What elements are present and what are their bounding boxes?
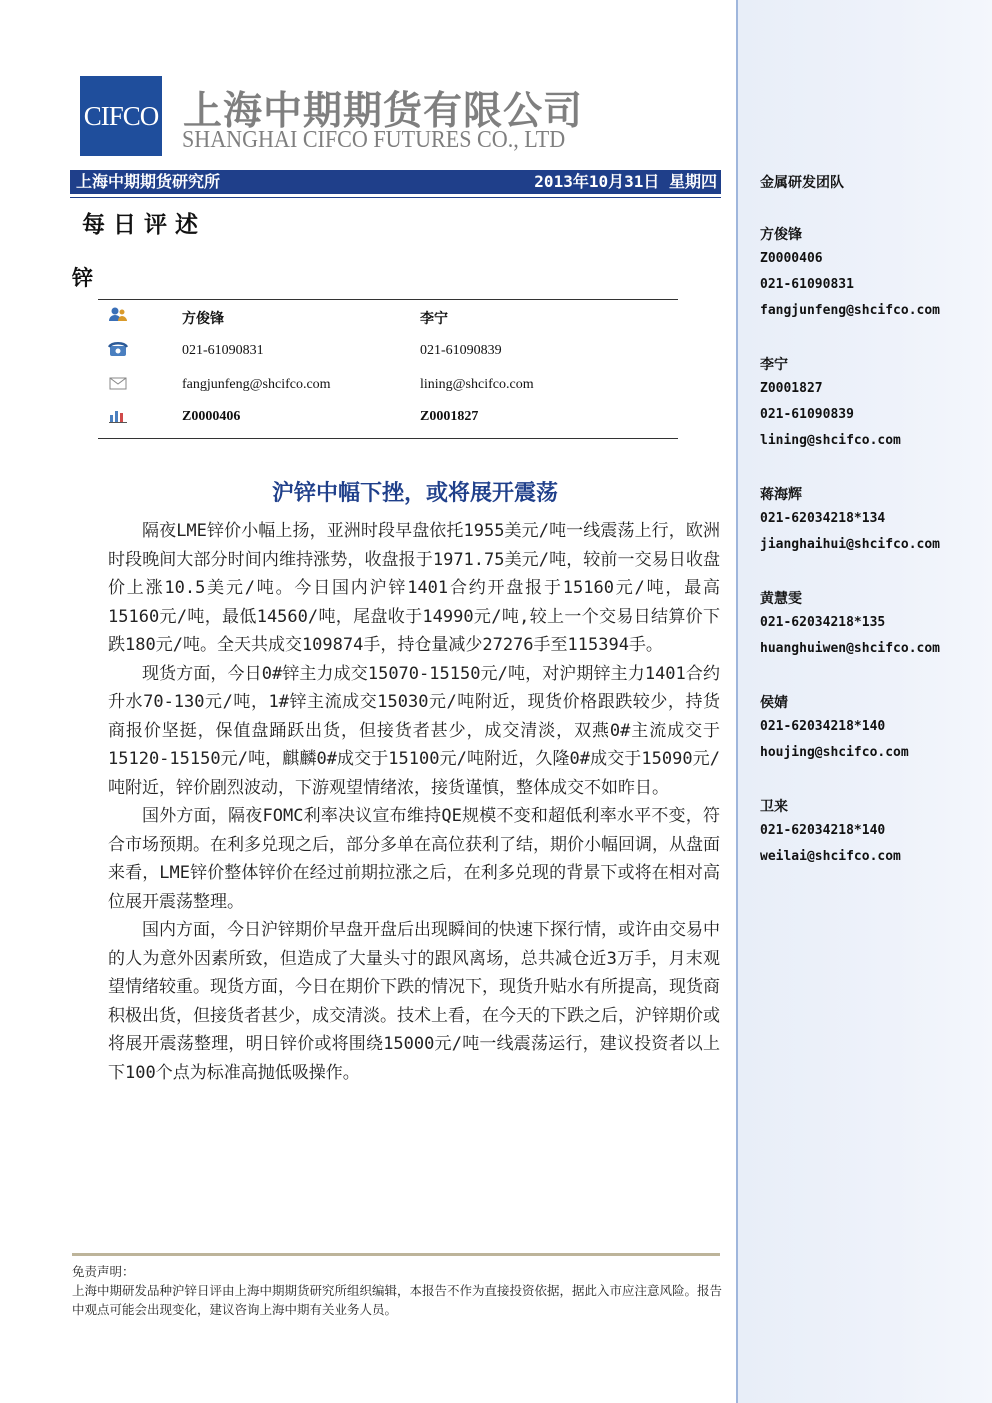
- article-body: [108, 517, 720, 1087]
- member-email[interactable]: jianghaihui@shcifco.com: [760, 537, 941, 552]
- member-detail: Z0000406: [760, 251, 823, 266]
- phone-icon: [108, 341, 128, 357]
- contact-row-license: [98, 407, 678, 429]
- member-detail: 021-61090839: [760, 407, 854, 422]
- team-title: 金属研发团队: [760, 175, 844, 191]
- institute-name: 上海中期期货研究所: [76, 172, 221, 191]
- member-email[interactable]: houjing@shcifco.com: [760, 745, 909, 760]
- member-email[interactable]: fangjunfeng@shcifco.com: [760, 303, 941, 318]
- member-name: 卫来: [760, 799, 788, 815]
- contact-name-2: 李宁: [420, 312, 448, 327]
- chart-icon: [108, 407, 128, 423]
- member-detail: 021-62034218*135: [760, 615, 886, 630]
- contact-row-phone: [98, 341, 678, 363]
- contact-name-1: 方俊锋: [182, 312, 224, 327]
- person-icon: [108, 306, 128, 322]
- member-name: 李宁: [760, 357, 788, 373]
- commodity-label: 锌: [72, 266, 93, 290]
- disclaimer-heading: 免责声明：: [72, 1264, 135, 1279]
- member-name: 侯婧: [760, 695, 788, 711]
- contact-email-2: lining@shcifco.com: [420, 377, 534, 392]
- contact-table: [98, 299, 678, 439]
- company-name-cn: 上海中期期货有限公司: [183, 89, 584, 134]
- mail-icon: [108, 375, 128, 391]
- article-paragraph: 国内方面，今日沪锌期价早盘开盘后出现瞬间的快速下探行情，或许由交易中的人为意外因素所致，但造成了大量头寸的跟风离场，总共减仓近3万手，月末观望情绪较重。现货方面，今日在期价下跌的情况下，现货升贴水有所提高，现货商积极出货，但接货者甚少，成交清淡。技术上看，在今天的下跌之后，沪锌期价或将展开震荡整理，明日锌价或将围绕15000元/吨一线震荡运行，建议投资者以上下100个点为标准高抛低吸操作。: [108, 920, 720, 1083]
- member-detail: 021-62034218*140: [760, 719, 886, 734]
- member-detail: 021-62034218*134: [760, 511, 886, 526]
- article-paragraph: 国外方面，隔夜FOMC利率决议宣布维持QE规模不变和超低利率水平不变，符合市场预期。在利多兑现之后，部分多单在高位获利了结，期价小幅回调，从盘面来看，LME锌价整体锌价在经过前期拉涨之后，在利多兑现的背景下或将在相对高位展开震荡整理。: [108, 806, 720, 912]
- section-title: 每日评述: [82, 212, 206, 238]
- company-name-en: SHANGHAI CIFCO FUTURES CO., LTD: [182, 127, 566, 153]
- contact-license-1: Z0000406: [182, 409, 241, 424]
- member-name: 方俊锋: [760, 227, 802, 243]
- contact-email-1: fangjunfeng@shcifco.com: [182, 377, 331, 392]
- disclaimer: [72, 1262, 722, 1319]
- article-paragraph: 现货方面，今日0#锌主力成交15070-15150元/吨，对沪期锌主力1401合约升水70-130元/吨，1#锌主流成交15030元/吨附近，现货价格跟跌较少，持货商报价坚挺，保值盘踊跃出货，但接货者甚少，成交清淡，双燕0#主流成交于15120-15150元/吨，麒麟0#成交于15100元/吨附近，久隆0#成交于15090元/吨附近，锌价剧烈波动，下游观望情绪浓，接货谨慎，整体成交不如昨日。: [108, 663, 720, 798]
- contact-row-email: [98, 375, 678, 397]
- member-email[interactable]: lining@shcifco.com: [760, 433, 901, 448]
- header-bar: [70, 170, 721, 194]
- article-paragraph: 隔夜LME锌价小幅上扬，亚洲时段早盘依托1955美元/吨一线震荡上行，欧洲时段晚间大部分时间内维持涨势，收盘报于1971.75美元/吨，较前一交易日收盘价上涨10.5美元/吨。今日国内沪锌1401合约开盘报于15160元/吨，最高15160元/吨，最低14560/吨，尾盘收于14990元/吨,较上一个交易日结算价下跌180元/吨。全天共成交109874手，持仓量减少27276手至115394手。: [108, 521, 720, 655]
- member-detail: 021-61090831: [760, 277, 854, 292]
- article-title: 沪锌中幅下挫，或将展开震荡: [271, 481, 558, 506]
- contact-phone-1: 021-61090831: [182, 343, 264, 358]
- member-name: 黄慧雯: [760, 591, 802, 607]
- member-email[interactable]: huanghuiwen@shcifco.com: [760, 641, 941, 656]
- disclaimer-text: 上海中期研发品种沪锌日评由上海中期期货研究所组织编辑，本报告不作为直接投资依据，据此入市应注意风险。报告中观点可能会出现变化，建议咨询上海中期有关业务人员。: [72, 1283, 723, 1317]
- member-detail: Z0001827: [760, 381, 823, 396]
- member-detail: 021-62034218*140: [760, 823, 886, 838]
- cifco-logo: CIFCO: [80, 76, 162, 156]
- contact-license-2: Z0001827: [420, 409, 479, 424]
- report-date: 2013年10月31日 星期四: [534, 172, 717, 191]
- member-email[interactable]: weilai@shcifco.com: [760, 849, 901, 864]
- contact-phone-2: 021-61090839: [420, 343, 502, 358]
- research-team-sidebar: [736, 0, 992, 1403]
- contact-row-name: [98, 306, 678, 328]
- member-name: 蒋海辉: [760, 487, 802, 503]
- disclaimer-divider: [72, 1253, 720, 1256]
